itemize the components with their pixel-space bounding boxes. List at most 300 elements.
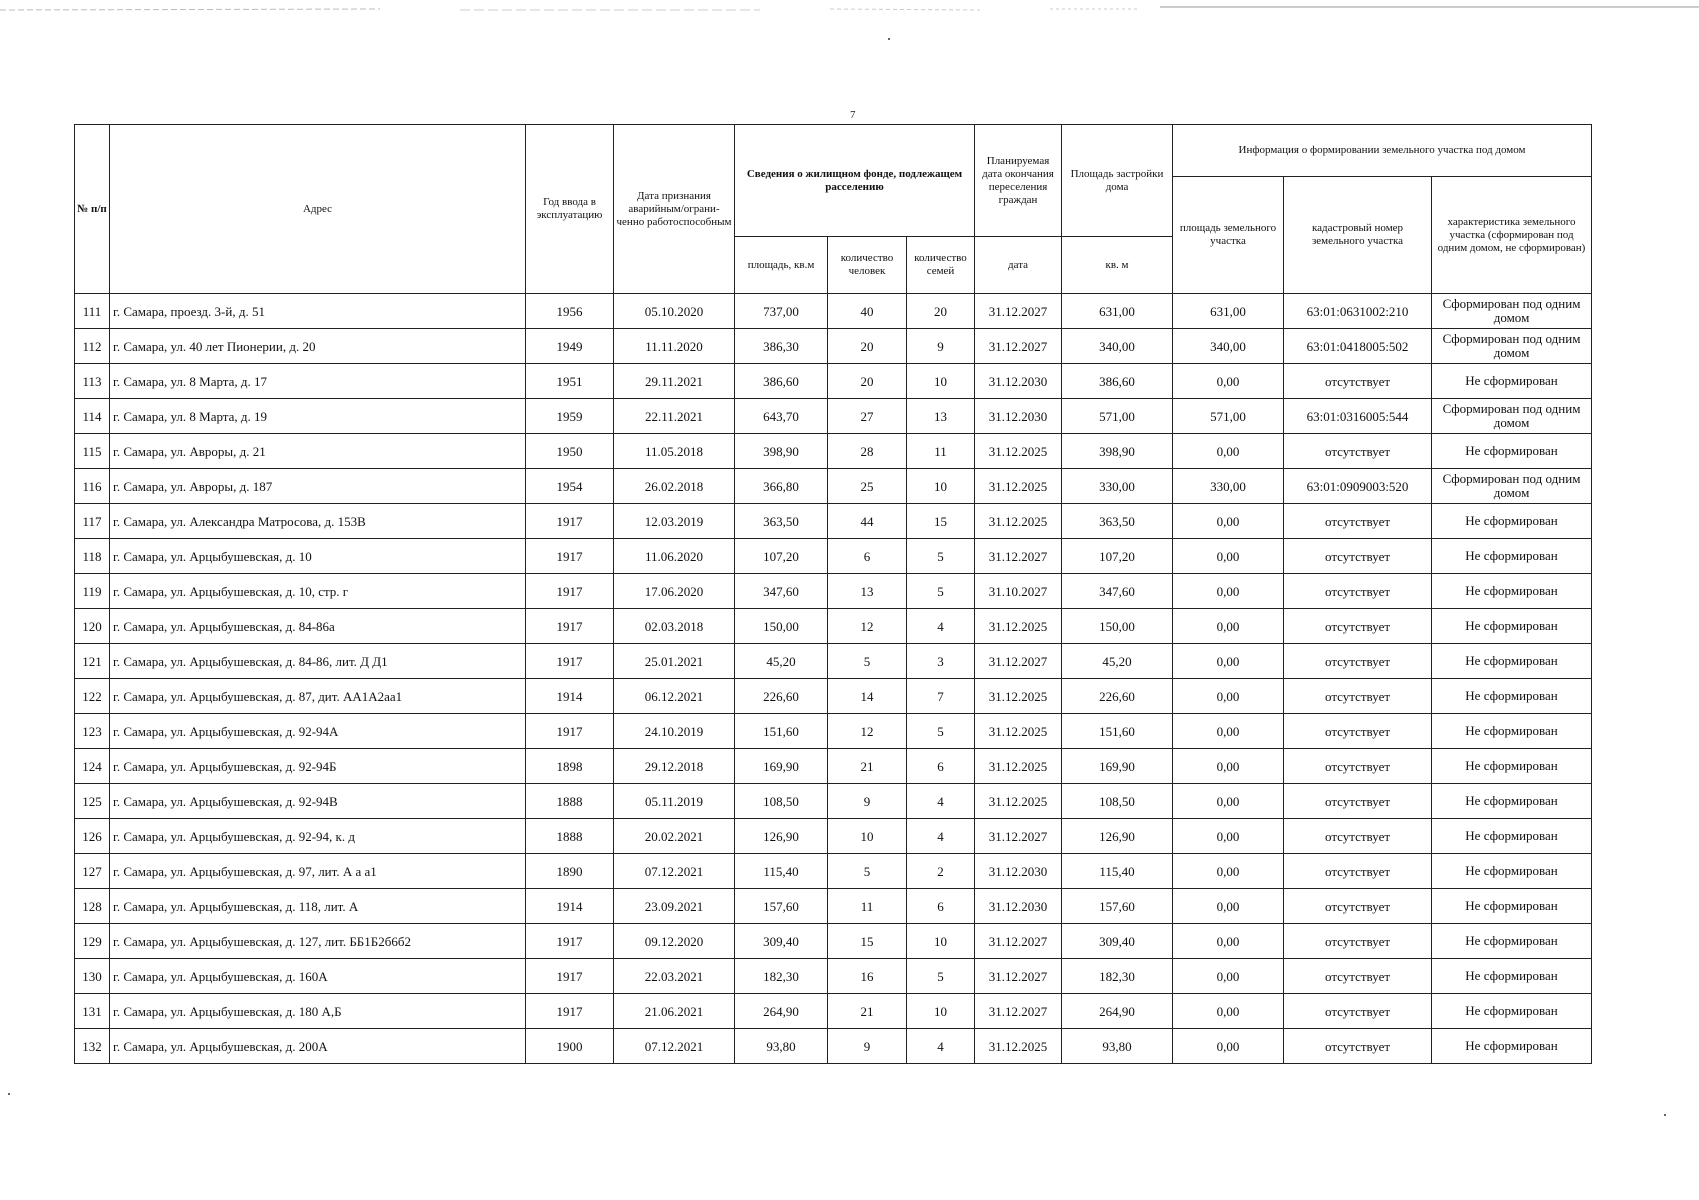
row-number: 118 [75,539,110,574]
row-planned-date: 31.12.2025 [975,679,1062,714]
row-people: 11 [828,889,907,924]
row-year: 1917 [526,539,614,574]
row-address: г. Самара, ул. Арцыбушевская, д. 160А [110,959,526,994]
row-planned-date: 31.12.2030 [975,364,1062,399]
table-row [75,749,1592,784]
row-planned-date: 31.12.2027 [975,924,1062,959]
row-land-area: 0,00 [1173,819,1284,854]
row-cadastral: отсутствует [1284,434,1432,469]
header-land-group: Информация о формировании земельного участка под домом [1173,125,1592,177]
row-building-area: 45,20 [1062,644,1173,679]
row-land-char: Не сформирован [1432,994,1592,1029]
row-area: 366,80 [735,469,828,504]
row-land-char: Не сформирован [1432,819,1592,854]
row-cadastral: 63:01:0418005:502 [1284,329,1432,364]
table-row [75,539,1592,574]
table-row [75,469,1592,504]
row-year: 1917 [526,924,614,959]
row-cadastral: отсутствует [1284,504,1432,539]
scan-speck [8,1093,10,1095]
scan-noise-top [0,6,1699,16]
row-building-area: 363,50 [1062,504,1173,539]
row-date-recognized: 09.12.2020 [614,924,735,959]
row-building-area: 330,00 [1062,469,1173,504]
row-cadastral: отсутствует [1284,819,1432,854]
row-planned-date: 31.12.2025 [975,784,1062,819]
row-date-recognized: 24.10.2019 [614,714,735,749]
row-people: 9 [828,784,907,819]
row-area: 386,60 [735,364,828,399]
row-area: 115,40 [735,854,828,889]
row-year: 1888 [526,819,614,854]
row-number: 113 [75,364,110,399]
row-cadastral: 63:01:0631002:210 [1284,294,1432,329]
row-land-char: Не сформирован [1432,854,1592,889]
row-planned-date: 31.12.2030 [975,889,1062,924]
row-planned-date: 31.12.2027 [975,539,1062,574]
row-families: 4 [907,1029,975,1064]
row-year: 1917 [526,994,614,1029]
row-land-area: 0,00 [1173,854,1284,889]
row-planned-date: 31.12.2025 [975,469,1062,504]
row-cadastral: 63:01:0909003:520 [1284,469,1432,504]
row-families: 5 [907,574,975,609]
row-people: 44 [828,504,907,539]
table-row [75,644,1592,679]
row-people: 12 [828,714,907,749]
row-address: г. Самара, ул. Арцыбушевская, д. 10, стр. г [110,574,526,609]
row-building-area: 347,60 [1062,574,1173,609]
row-area: 398,90 [735,434,828,469]
row-address: г. Самара, ул. 8 Марта, д. 19 [110,399,526,434]
row-people: 20 [828,329,907,364]
row-area: 107,20 [735,539,828,574]
row-cadastral: отсутствует [1284,749,1432,784]
row-number: 127 [75,854,110,889]
row-planned-date: 31.10.2027 [975,574,1062,609]
row-families: 9 [907,329,975,364]
row-families: 13 [907,399,975,434]
row-building-area: 115,40 [1062,854,1173,889]
row-year: 1917 [526,714,614,749]
table-row [75,994,1592,1029]
table-row [75,679,1592,714]
row-number: 115 [75,434,110,469]
row-land-area: 0,00 [1173,644,1284,679]
row-area: 150,00 [735,609,828,644]
row-number: 126 [75,819,110,854]
header-num: № п/п [75,125,110,294]
row-building-area: 264,90 [1062,994,1173,1029]
row-year: 1959 [526,399,614,434]
row-cadastral: отсутствует [1284,959,1432,994]
row-people: 14 [828,679,907,714]
table-row [75,434,1592,469]
row-land-area: 0,00 [1173,609,1284,644]
row-address: г. Самара, ул. Арцыбушевская, д. 87, дит. АА1А2аа1 [110,679,526,714]
row-area: 151,60 [735,714,828,749]
row-number: 130 [75,959,110,994]
header-people: количество человек [828,237,907,294]
row-date-recognized: 11.05.2018 [614,434,735,469]
row-land-area: 0,00 [1173,1029,1284,1064]
row-building-area: 150,00 [1062,609,1173,644]
header-date-recognized: Дата признания аварийным/ограни-ченно работоспособным [614,125,735,294]
row-date-recognized: 29.12.2018 [614,749,735,784]
row-area: 108,50 [735,784,828,819]
row-building-area: 126,90 [1062,819,1173,854]
row-year: 1917 [526,959,614,994]
row-planned-date: 31.12.2025 [975,504,1062,539]
row-people: 21 [828,994,907,1029]
table-header [75,125,1592,294]
row-date-recognized: 17.06.2020 [614,574,735,609]
header-building-area-unit: кв. м [1062,237,1173,294]
row-land-area: 631,00 [1173,294,1284,329]
row-cadastral: отсутствует [1284,1029,1432,1064]
row-number: 129 [75,924,110,959]
scan-speck [888,38,890,40]
row-families: 2 [907,854,975,889]
table-row [75,399,1592,434]
row-building-area: 386,60 [1062,364,1173,399]
table-row [75,784,1592,819]
row-date-recognized: 07.12.2021 [614,1029,735,1064]
row-year: 1914 [526,889,614,924]
row-land-char: Не сформирован [1432,434,1592,469]
row-land-char: Сформирован под одним домом [1432,329,1592,364]
row-building-area: 169,90 [1062,749,1173,784]
table-row [75,854,1592,889]
row-land-area: 0,00 [1173,434,1284,469]
row-planned-date: 31.12.2027 [975,294,1062,329]
row-year: 1900 [526,1029,614,1064]
row-land-char: Не сформирован [1432,924,1592,959]
row-cadastral: 63:01:0316005:544 [1284,399,1432,434]
row-people: 15 [828,924,907,959]
row-year: 1950 [526,434,614,469]
header-cadastral: кадастровый номер земельного участка [1284,177,1432,294]
row-people: 10 [828,819,907,854]
row-cadastral: отсутствует [1284,889,1432,924]
header-address: Адрес [110,125,526,294]
row-land-char: Не сформирован [1432,959,1592,994]
row-planned-date: 31.12.2027 [975,329,1062,364]
row-area: 386,30 [735,329,828,364]
row-land-area: 340,00 [1173,329,1284,364]
row-planned-date: 31.12.2027 [975,819,1062,854]
row-address: г. Самара, ул. Авроры, д. 187 [110,469,526,504]
row-address: г. Самара, ул. Арцыбушевская, д. 84-86, лит. Д Д1 [110,644,526,679]
row-date-recognized: 06.12.2021 [614,679,735,714]
row-address: г. Самара, ул. Арцыбушевская, д. 127, лит. ББ1Б2б6б2 [110,924,526,959]
row-people: 5 [828,644,907,679]
row-year: 1888 [526,784,614,819]
row-building-area: 157,60 [1062,889,1173,924]
row-date-recognized: 21.06.2021 [614,994,735,1029]
row-year: 1890 [526,854,614,889]
row-year: 1917 [526,644,614,679]
row-year: 1949 [526,329,614,364]
row-building-area: 108,50 [1062,784,1173,819]
row-families: 11 [907,434,975,469]
row-area: 126,90 [735,819,828,854]
row-date-recognized: 11.11.2020 [614,329,735,364]
row-cadastral: отсутствует [1284,364,1432,399]
row-land-char: Не сформирован [1432,889,1592,924]
row-number: 125 [75,784,110,819]
row-address: г. Самара, ул. Арцыбушевская, д. 92-94В [110,784,526,819]
resettlement-table [74,124,1592,1064]
row-building-area: 151,60 [1062,714,1173,749]
row-address: г. Самара, ул. Арцыбушевская, д. 84-86а [110,609,526,644]
row-address: г. Самара, ул. Арцыбушевская, д. 180 А,Б [110,994,526,1029]
row-area: 169,90 [735,749,828,784]
row-date-recognized: 12.03.2019 [614,504,735,539]
row-area: 309,40 [735,924,828,959]
row-date-recognized: 22.11.2021 [614,399,735,434]
row-cadastral: отсутствует [1284,784,1432,819]
table-row [75,1029,1592,1064]
row-families: 10 [907,924,975,959]
row-number: 112 [75,329,110,364]
row-land-area: 0,00 [1173,364,1284,399]
row-planned-date: 31.12.2025 [975,434,1062,469]
row-year: 1917 [526,574,614,609]
row-planned-date: 31.12.2027 [975,644,1062,679]
row-address: г. Самара, ул. Александра Матросова, д. 153В [110,504,526,539]
row-address: г. Самара, ул. Арцыбушевская, д. 92-94Б [110,749,526,784]
row-families: 10 [907,469,975,504]
row-people: 9 [828,1029,907,1064]
row-address: г. Самара, ул. Арцыбушевская, д. 200А [110,1029,526,1064]
header-families: количество семей [907,237,975,294]
table-body [75,294,1592,1064]
row-land-char: Не сформирован [1432,539,1592,574]
table-row [75,714,1592,749]
row-families: 5 [907,539,975,574]
row-land-area: 0,00 [1173,889,1284,924]
row-planned-date: 31.12.2027 [975,959,1062,994]
row-year: 1954 [526,469,614,504]
row-land-area: 0,00 [1173,574,1284,609]
row-number: 122 [75,679,110,714]
row-address: г. Самара, проезд. 3-й, д. 51 [110,294,526,329]
row-address: г. Самара, ул. Арцыбушевская, д. 97, лит. А а а1 [110,854,526,889]
row-date-recognized: 23.09.2021 [614,889,735,924]
row-number: 120 [75,609,110,644]
row-date-recognized: 25.01.2021 [614,644,735,679]
row-people: 21 [828,749,907,784]
row-cadastral: отсутствует [1284,679,1432,714]
row-land-area: 0,00 [1173,959,1284,994]
table-row [75,329,1592,364]
row-land-area: 571,00 [1173,399,1284,434]
row-date-recognized: 05.11.2019 [614,784,735,819]
row-planned-date: 31.12.2025 [975,609,1062,644]
row-land-area: 0,00 [1173,749,1284,784]
row-year: 1898 [526,749,614,784]
row-land-area: 0,00 [1173,994,1284,1029]
row-date-recognized: 26.02.2018 [614,469,735,504]
row-area: 157,60 [735,889,828,924]
table-row [75,504,1592,539]
row-families: 7 [907,679,975,714]
row-people: 5 [828,854,907,889]
row-number: 128 [75,889,110,924]
row-year: 1917 [526,504,614,539]
row-land-area: 0,00 [1173,679,1284,714]
row-address: г. Самара, ул. 40 лет Пионерии, д. 20 [110,329,526,364]
row-planned-date: 31.12.2030 [975,399,1062,434]
row-number: 124 [75,749,110,784]
row-address: г. Самара, ул. Арцыбушевская, д. 92-94А [110,714,526,749]
row-land-char: Сформирован под одним домом [1432,399,1592,434]
header-planned: Планируемая дата окончания переселения граждан [975,125,1062,237]
row-land-char: Сформирован под одним домом [1432,294,1592,329]
row-cadastral: отсутствует [1284,994,1432,1029]
table-row [75,924,1592,959]
row-land-area: 0,00 [1173,714,1284,749]
row-families: 20 [907,294,975,329]
row-families: 15 [907,504,975,539]
row-land-char: Не сформирован [1432,504,1592,539]
row-families: 4 [907,609,975,644]
row-planned-date: 31.12.2025 [975,714,1062,749]
row-land-char: Не сформирован [1432,609,1592,644]
row-number: 131 [75,994,110,1029]
row-area: 347,60 [735,574,828,609]
header-housing-group: Сведения о жилищном фонде, подлежащем расселению [735,125,975,237]
row-people: 6 [828,539,907,574]
header-area: площадь, кв.м [735,237,828,294]
row-number: 111 [75,294,110,329]
row-cadastral: отсутствует [1284,609,1432,644]
row-address: г. Самара, ул. Арцыбушевская, д. 92-94, к. д [110,819,526,854]
row-year: 1956 [526,294,614,329]
row-families: 5 [907,714,975,749]
row-people: 40 [828,294,907,329]
header-year: Год ввода в эксплуатацию [526,125,614,294]
row-address: г. Самара, ул. Авроры, д. 21 [110,434,526,469]
row-address: г. Самара, ул. 8 Марта, д. 17 [110,364,526,399]
row-building-area: 571,00 [1062,399,1173,434]
scan-speck [1664,1114,1666,1116]
row-families: 6 [907,749,975,784]
row-people: 27 [828,399,907,434]
row-cadastral: отсутствует [1284,644,1432,679]
row-area: 45,20 [735,644,828,679]
row-families: 4 [907,819,975,854]
row-land-area: 330,00 [1173,469,1284,504]
row-land-area: 0,00 [1173,539,1284,574]
row-number: 119 [75,574,110,609]
row-families: 4 [907,784,975,819]
row-building-area: 398,90 [1062,434,1173,469]
table-row [75,294,1592,329]
row-planned-date: 31.12.2025 [975,749,1062,784]
row-people: 20 [828,364,907,399]
row-land-char: Сформирован под одним домом [1432,469,1592,504]
row-year: 1951 [526,364,614,399]
row-cadastral: отсутствует [1284,714,1432,749]
row-address: г. Самара, ул. Арцыбушевская, д. 118, лит. А [110,889,526,924]
row-building-area: 226,60 [1062,679,1173,714]
row-number: 132 [75,1029,110,1064]
row-families: 5 [907,959,975,994]
row-land-area: 0,00 [1173,784,1284,819]
row-families: 10 [907,364,975,399]
row-land-area: 0,00 [1173,504,1284,539]
table-row [75,889,1592,924]
row-families: 10 [907,994,975,1029]
table-row [75,364,1592,399]
row-land-char: Не сформирован [1432,749,1592,784]
row-land-char: Не сформирован [1432,1029,1592,1064]
row-land-area: 0,00 [1173,924,1284,959]
row-number: 116 [75,469,110,504]
row-building-area: 107,20 [1062,539,1173,574]
row-land-char: Не сформирован [1432,714,1592,749]
row-families: 3 [907,644,975,679]
row-year: 1917 [526,609,614,644]
row-people: 12 [828,609,907,644]
row-people: 25 [828,469,907,504]
row-people: 16 [828,959,907,994]
row-area: 737,00 [735,294,828,329]
row-date-recognized: 11.06.2020 [614,539,735,574]
row-area: 226,60 [735,679,828,714]
row-area: 93,80 [735,1029,828,1064]
row-families: 6 [907,889,975,924]
row-building-area: 631,00 [1062,294,1173,329]
row-building-area: 340,00 [1062,329,1173,364]
row-area: 643,70 [735,399,828,434]
header-planned-date: дата [975,237,1062,294]
row-building-area: 309,40 [1062,924,1173,959]
header-land-area: площадь земельного участка [1173,177,1284,294]
row-people: 13 [828,574,907,609]
row-year: 1914 [526,679,614,714]
row-land-char: Не сформирован [1432,364,1592,399]
header-land-char: характеристика земельного участка (сформирован под одним домом, не сформирован) [1432,177,1592,294]
row-date-recognized: 07.12.2021 [614,854,735,889]
row-cadastral: отсутствует [1284,924,1432,959]
row-cadastral: отсутствует [1284,574,1432,609]
table-row [75,609,1592,644]
row-land-char: Не сформирован [1432,679,1592,714]
row-number: 117 [75,504,110,539]
row-planned-date: 31.12.2025 [975,1029,1062,1064]
row-number: 121 [75,644,110,679]
row-people: 28 [828,434,907,469]
table-row [75,819,1592,854]
row-building-area: 182,30 [1062,959,1173,994]
row-date-recognized: 29.11.2021 [614,364,735,399]
row-cadastral: отсутствует [1284,539,1432,574]
row-land-char: Не сформирован [1432,784,1592,819]
row-number: 123 [75,714,110,749]
header-building-area: Площадь застройки дома [1062,125,1173,237]
row-land-char: Не сформирован [1432,574,1592,609]
row-date-recognized: 05.10.2020 [614,294,735,329]
row-planned-date: 31.12.2030 [975,854,1062,889]
row-number: 114 [75,399,110,434]
table-row [75,959,1592,994]
table-row [75,574,1592,609]
row-date-recognized: 20.02.2021 [614,819,735,854]
row-planned-date: 31.12.2027 [975,994,1062,1029]
